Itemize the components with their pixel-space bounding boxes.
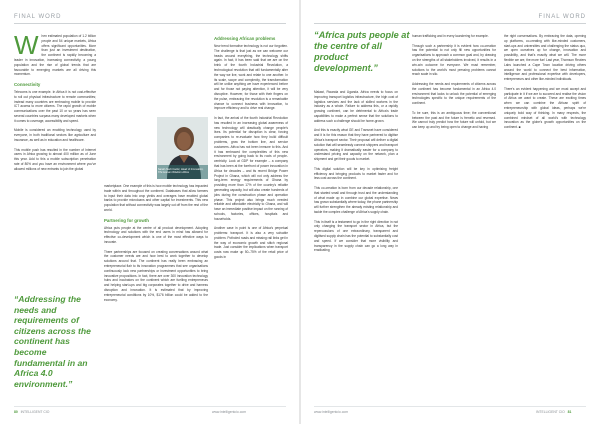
paragraph: There's an evident happening and we must accept and participate in it if we are to succeed and realise the vision of Africa we want to create. These are exciting times when we can combine the African spirit of entrepreneurship with global ideas, perhaps we're uniquely bold way of thinking. In many respects, the combined mindset of all world's with technology innovation as the globe's growth opportunities on the continent. ■ [504,86,586,130]
header-rule [314,23,586,24]
left-column-2 [104,184,208,307]
paragraph: This co-creation is born from our decade relationship, one that started small and through trust and the understanding of what made up in combine our global expertise. News has grown substantially where today, the phone partnership will further strengthen the already existing relationship and tackle the complex challenge of Africa's supply chain. [314,185,398,214]
paragraph: Mobile is considered an enabling technology used by everyone, in both traditional sectors like agriculture and insurance, as well as in education and healthcare. [14,128,96,142]
heading-connectivity: Connectivity [14,81,41,87]
right-column-2 [412,34,496,135]
footer-url: www.intelligentcio.com [314,410,349,414]
page-number: 81 [567,410,572,414]
pull-quote: “Africa puts people at the centre of all product development.” [314,30,410,73]
paragraph: Another case in point is one of Africa's perpetual problems: transport. It is also a very solvable problem. Potholed roads and missing rail links get in the way of economic growth and stitch regional trade. Just consider the implications when transport costs now make up 50–75% of the retail price of goods in [214,226,288,260]
paragraph: Through such a partnership it is evident how co-creation has the potential to not only fill new opportunities for organisations to approach a common goal and, by drawing on the strengths of all stakeholders involved, it results in a win-win outcome for everyone. We must remember, solutions to the world's most pressing problems cannot reach scale in silo. [412,43,496,77]
footer-url: www.intelligentcio.com [212,410,247,414]
right-page [300,0,600,424]
section-label: FINAL WORD [538,14,586,20]
paragraph: This digital solution will be key in optimising freight efficiency and bringing products to market faster and for less cost across the continent. [314,166,398,181]
magazine-name: INTELLIGENT CIO [20,410,50,414]
paragraph: New trend formative technology is not our forgotten. The challenge is that just as we can welcome our heads around everything, the technology shifts again. In fact, it has been said that we are on the brink of the fourth Industrial Revolution, a technological revolution that will fundamentally alter the way we live, work and relate to one another. In its scale, scope and complexity, the transformation will be unlike anything we have experienced before and for those not paying attention, it will be very disruptive. However, for those with their fingers on the pulse, embracing the revolution is a remarkable chance to connect business with innovation, to improve efficiency and to drive real change. [214,44,288,111]
paragraph: There partnerships are focused on creating conversations around what the customer needs are and how best to work together to develop solutions around that. The continent has really been embracing an entrepreneurial flair to its innovation programmes that see organisations continuously look new partnerships or investment opportunities to bring innovative propositions. In fact, there are over 300 innovation technology hubs and incubators on the continent which are fuelling entrepreneurs and helping start-ups and big corporates together to drive and harness disruption and innovation. It is estimated that by improving entrepreneurial conditions by 10%, $176 billion could be added to the economy. [104,249,208,302]
footer [536,410,571,414]
heading-addressing: Addressing African problems [214,36,276,41]
footer-rule [314,406,586,407]
paragraph: human trafficking and in every laundering for example. [412,34,489,38]
paragraph: marketplace. One example of this is how mobile technology has impacted trade within and throughout the continent. Databases that allow farmers to input their data into crop yields and overages have enabled global banks to provide microloans and other capital for investments. This new population that without connectivity was largely cut off from the rest of the world. [104,184,208,212]
photo-caption: Sarah Nash Carter, Head of Innovation, The Human Wisdom Africa [158,168,204,175]
right-column-3 [504,34,586,135]
paragraph: This in itself is a testament to go in the right direction in not only changing the transport sector in Africa, but the repercussions of one extraordinary, transparent and digitised supply chain has the potential to substantially cost and speed. If we consider that more visibility and transparency in the supply chain can go a long way in eradicating [314,219,398,253]
right-column-1 [314,90,398,258]
paragraph: To be sure, this is an ambiguous time; the conventional between the past and the future is frenetic and reversed. We cannot truly predict how the future will unfold, but we can keep up and try being open to change and having [412,110,496,130]
paragraph: This mobile push has resulted in the number of Internet users in Africa growing to almost 400 million as of June this year. Add to this a mobile subscription penetration rate of 80% and you have an environment where you've allowed millions of new entrants to join the global [14,147,96,171]
paragraph: In fact, the arrival of the fourth Industrial Revolution has resulted in an increasing global awareness of new technology will drastically change people's lives. Its potential for disruption is clear, forcing companies to re-evaluate how they build difficult problems, grow the bottom line, and service customers. Africa has not been immune to this. And it has embraced the complexities of this new environment by going back to its roots of people-centricity. Look at GDP for example – a company that has been at the forefront of power innovation in Africa for decades – and its recent Bridge Power Project in Ghana, which will not only address the long-term energy requirements of Ghana by providing more than 17% of the country's reliable generating capacity, but will also create hundreds of jobs during the construction phase and operation phase. This project also brings much needed reliable and affordable electricity to Ghana, and will have an immediate positive impact on the running of schools, factories, offices, hospitals and households. [214,115,288,221]
dropcap: W [14,30,39,60]
paragraph: Addressing the needs and requirements of citizens across the continent has become fundamental in an Africa 4.0 environment that looks to unlock the potential of emerging technologies specific to the unique requirements of the continent. [412,81,496,106]
paragraph: the right conversations. By embracing the data, opening up platforms, co-creating with like-minded customers, start-ups and universities and challenging the status quo, we open ourselves up for change, innovation and possibility, and that's exactly what we will. The more flexible we are, the more fun! Last year, Thomson Reuters Labs launched a Cape Town location driving others around the world to connect the best information, intelligence and professional expertise with developers, entrepreneurs and other like-minded individuals. [504,34,586,82]
heading-partnering: Partnering for growth [104,217,149,223]
paragraph: Africa puts people at the centre of all product development. Adopting technology and solutions with the end users in mind has allowed for effective co-development which is one of the most effective ways to innovate. [104,225,208,244]
left-column-1 [14,30,96,176]
pull-quote: “Addressing the needs and requirements of citizens across the continent has become fundamental in an Africa 4.0 environment.” [14,294,91,389]
footer [14,410,49,414]
header-rule [14,23,286,24]
intro-paragraph: When estimated population of 1.2 billion people and 54 unique markets, Africa offers significant opportunities. More than just an investment destination, the continent is rapidly becoming a leader in innovation, increasing connectivity, a young population and the rise of global trends that are favourable to emerging markets are all driving this momentum. [14,30,96,77]
page-number: 80 [14,410,18,414]
left-column-3 [214,34,288,265]
magazine-name: INTELLIGENT CIO [536,410,565,414]
paragraph: Malawi, Rwanda and Uganda. Africa needs to focus on improving transport logistics infrastructure, the high cost of logistics services and the lack of skilled workers in the industry as a whole. Failure to address this, or a rapidly growing continent, can be detrimental to Africa's trade capabilities to make a perfect sense that the solutions to address such a challenge should be home-grown. [314,90,398,123]
paragraph: And this is exactly what GE and Transnet have considered and it is for this reason that they have partnered to digitise Africa's transport sector. Their proposal will deliver a digital solution that will seamlessly connect shippers and transport operators, making it dramatically easier for a company to understand pricing and capacity on the network, plan a shipment and get their goods to market. [314,128,398,162]
section-label: FINAL WORD [14,14,62,20]
footer-rule [14,406,286,407]
paragraph: Telecoms is one example. In Africa it is not cost-effective to roll out physical infrastructure to remote communities; instead many countries are embracing mobile to provide ICT access to more citizens. The rapid growth of mobile communications over the past 10 or so years has seen several countries surpass many developed markets when it comes to coverage, accessibility and speed. [14,89,96,123]
